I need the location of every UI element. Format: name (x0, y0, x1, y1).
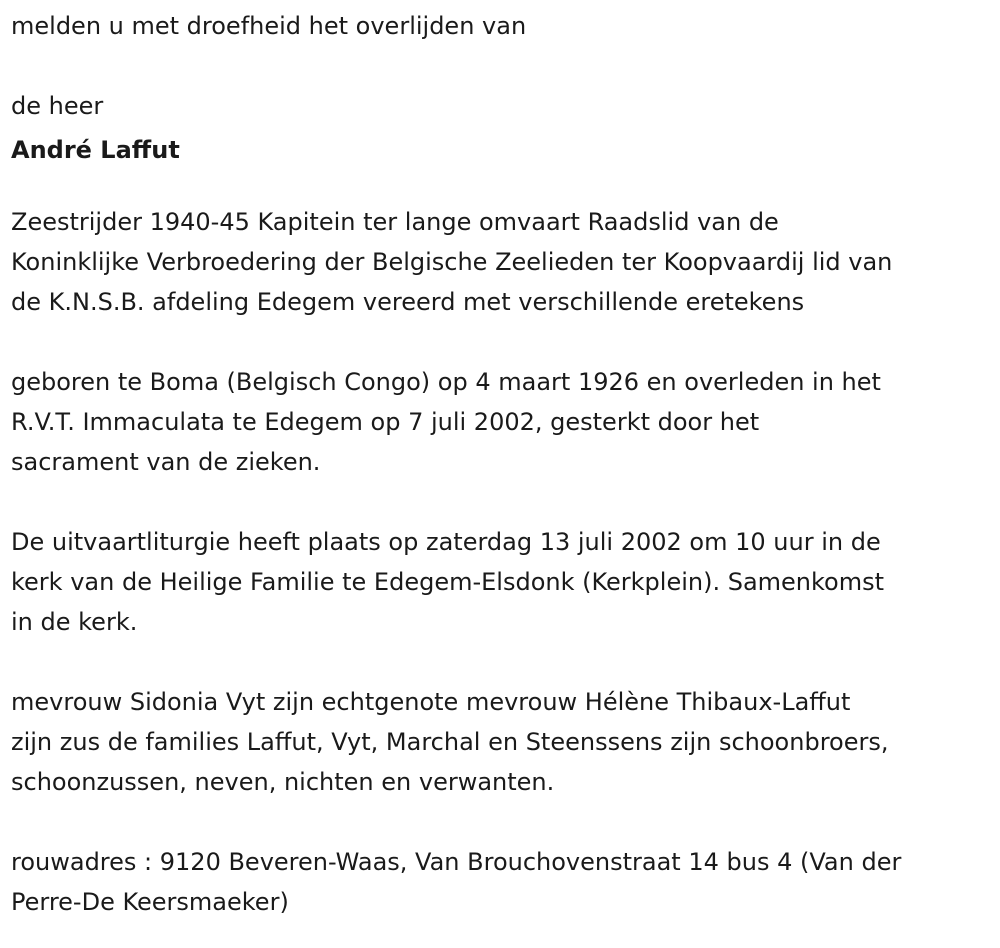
text-line: Perre-De Keersmaeker) (11, 888, 289, 916)
text-line: De uitvaartliturgie heeft plaats op zaterdag 13 juli 2002 om 10 uur in de (11, 528, 881, 556)
address-paragraph (11, 842, 996, 922)
text-line: sacrament van de zieken. (11, 448, 321, 476)
text-line: Zeestrijder 1940-45 Kapitein ter lange omvaart Raadslid van de (11, 208, 779, 236)
text-line: rouwadres : 9120 Beveren-Waas, Van Brouchovenstraat 14 bus 4 (Van der (11, 848, 902, 876)
family-paragraph (11, 682, 996, 802)
spacer (11, 178, 996, 202)
spacer (11, 642, 996, 682)
intro-text: melden u met droefheid het overlijden van (11, 12, 527, 40)
spacer (11, 322, 996, 362)
text-line: de K.N.S.B. afdeling Edegem vereerd met verschillende eretekens (11, 288, 805, 316)
text-line: schoonzussen, neven, nichten en verwanten. (11, 768, 555, 796)
deceased-name: André Laffut (11, 136, 180, 164)
death-notice (11, 6, 996, 922)
funeral-paragraph (11, 522, 996, 642)
titles-paragraph (11, 202, 996, 322)
salutation: de heer (11, 92, 104, 120)
text-line: kerk van de Heilige Familie te Edegem-Elsdonk (Kerkplein). Samenkomst (11, 568, 885, 596)
text-line: mevrouw Sidonia Vyt zijn echtgenote mevrouw Hélène Thibaux-Laffut (11, 688, 851, 716)
text-line: zijn zus de families Laffut, Vyt, Marchal en Steenssens zijn schoonbroers, (11, 728, 889, 756)
text-line: R.V.T. Immaculata te Edegem op 7 juli 2002, gesterkt door het (11, 408, 760, 436)
text-line: geboren te Boma (Belgisch Congo) op 4 maart 1926 en overleden in het (11, 368, 881, 396)
text-line: in de kerk. (11, 608, 138, 636)
spacer (11, 802, 996, 842)
text-line: Koninklijke Verbroedering der Belgische Zeelieden ter Koopvaardij lid van (11, 248, 893, 276)
birth-death-paragraph (11, 362, 996, 482)
spacer (11, 482, 996, 522)
spacer (11, 46, 996, 86)
